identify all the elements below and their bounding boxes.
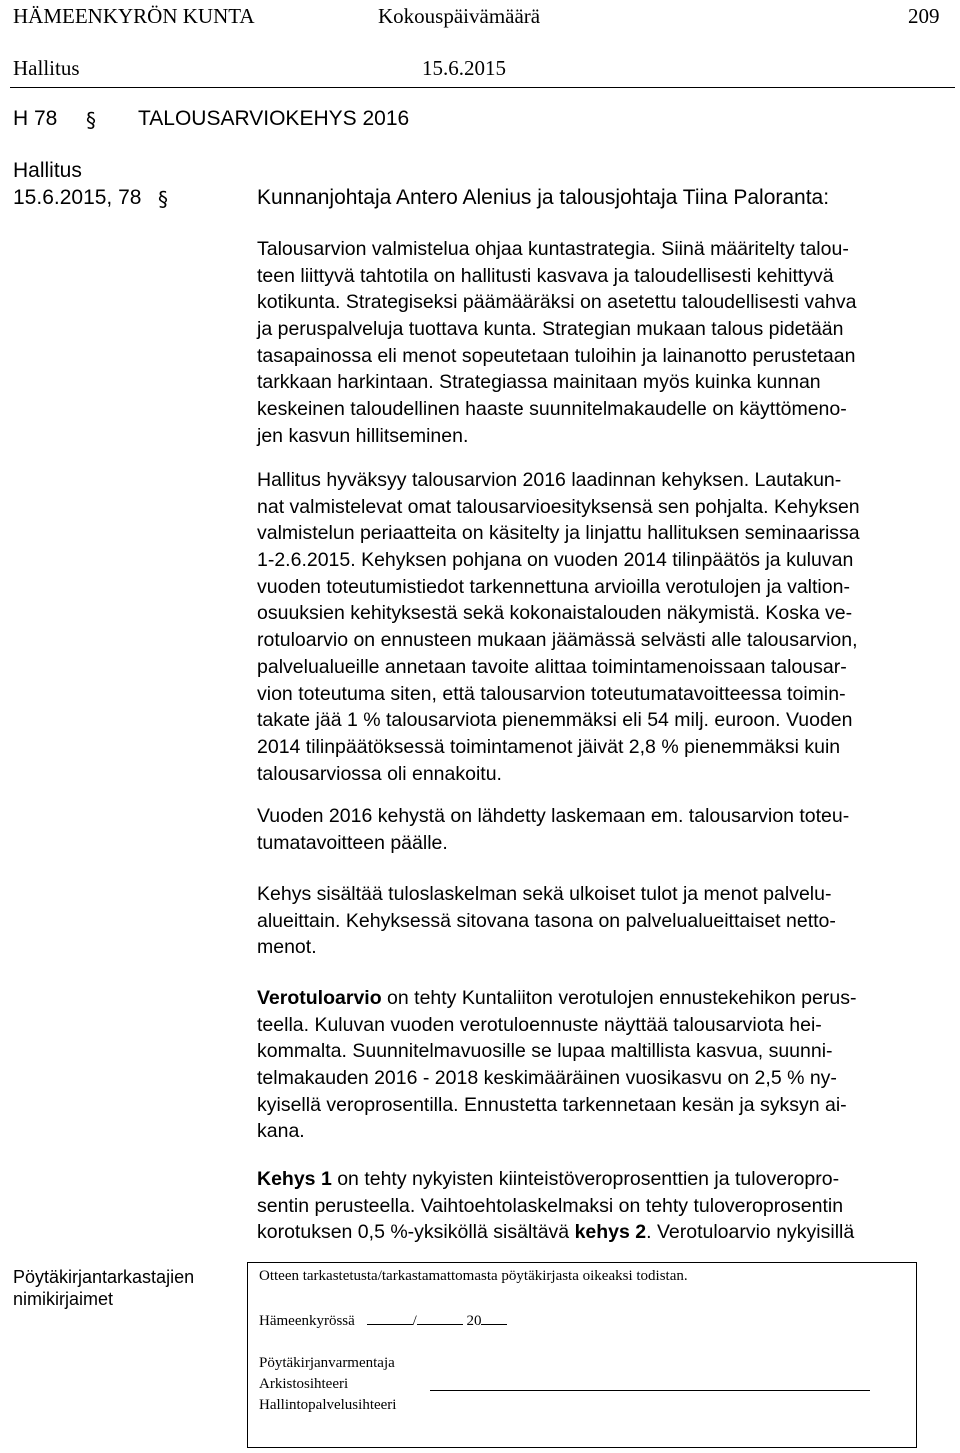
item-code: H 78 [13,107,58,130]
date-separator: / [412,1313,417,1329]
verifier-label: Pöytäkirjanvarmentaja [259,1355,395,1371]
meeting-body: Hallitus [13,56,80,80]
text-fragment: korotuksen 0,5 %-yksiköllä sisältävä [257,1221,575,1244]
paragraph-framework-contents [257,881,836,961]
text-line: talousarviossa oli ennakoitu. [257,762,502,785]
footer-initials-label [13,1266,194,1310]
paragraph-strategy [257,236,856,450]
place-name: Hämeenkyrössä [259,1313,355,1329]
certification-text: Otteen tarkastetusta/tarkastamattomasta pöytäkirjasta oikeaksi todistan. [259,1268,688,1284]
month-blank[interactable] [417,1310,463,1325]
text-line: kana. [257,1120,305,1143]
signature-place-line [259,1310,507,1330]
text-line: vion toteutuma siten, että talousarvion toteutumatavoitteessa toimin- [257,682,846,705]
text-line: teen liittyvä tahtotila on hallitusti kasvava ja taloudellisesti kehittyvä [257,264,834,287]
text-line: kyisellä veroprosentilla. Ennustetta tarkennetaan kesän ja syksyn ai- [257,1093,847,1116]
text-line: 2014 tilinpäätöksessä toimintamenot jäivät 2,8 % pienemmäksi kuin [257,735,841,758]
text-line: Talousarvion valmistelua ohjaa kuntastrategia. Siinä määritelty talou- [257,238,849,260]
day-blank[interactable] [367,1310,413,1325]
year-prefix: 20 [466,1313,482,1329]
text-line: 1-2.6.2015. Kehyksen pohjana on vuoden 2014 tilinpäätös ja kuluvan [257,549,854,572]
meeting-date-label: Kokouspäivämäärä [378,4,541,28]
text-line: tarkkaan harkintaan. Strategiassa mainitaan myös kuinka kunnan [257,371,821,394]
svg-text:§: § [158,187,168,211]
text-line: menot. [257,936,317,959]
text-line [257,1219,854,1246]
text-fragment: on tehty Kuntaliiton verotulojen ennustekehikon perus- [381,987,857,1009]
text-line: sentin perusteella. Vaihtoehtolaskelmaksi on tehty tuloveroprosentin [257,1194,844,1217]
text-line: jen kasvun hillitseminen. [257,424,469,447]
section-sign-icon [158,185,172,211]
header-divider [10,87,955,88]
archivist-label: Arkistosihteeri [259,1376,349,1392]
page-number: 209 [908,4,940,28]
text-line: keskeinen taloudellinen haaste suunnitelmakaudelle on käyttömeno- [257,398,847,421]
paragraph-2016-basis [257,803,849,856]
text-line: tumatavoitteen päälle. [257,831,448,854]
text-line: nat valmistelevat omat talousarvioesityksensä sen pohjalta. Kehyksen [257,495,860,518]
text-line: valmistelun periaatteita on käsitelty ja linjattu hallituksen seminaarissa [257,522,860,545]
text-line [257,1166,854,1193]
text-line: ja peruspalveluja tuottava kunta. Strategian mukaan talous pidetään [257,318,844,341]
text-line: Kehys sisältää tuloslaskelman sekä ulkoiset tulot ja menot palvelu- [257,883,832,905]
bold-term: kehys 2 [574,1221,647,1244]
ref-body: Hallitus [13,159,82,182]
presenters: Kunnanjohtaja Antero Alenius ja talousjohtaja Tiina Paloranta: [257,186,830,209]
text-line: osuuksien kehityksestä sekä kokonaistalouden näkymistä. Koska ve- [257,602,853,625]
text-line: alueittain. Kehyksessä sitovana tasona on palvelualueittaiset netto- [257,909,836,932]
text-line: vuoden toteutumistiedot tarkennettuna arvioilla verotulojen ja valtion- [257,575,850,598]
year-blank[interactable] [481,1310,507,1325]
text-line: kotikunta. Strategiseksi päämääräksi on asetettu taloudellisesti vahva [257,291,857,314]
paragraph-framework-1 [257,1166,854,1246]
text-line: palvelualueille annetaan tavoite alittaa toimintamenoissaan talousar- [257,655,847,678]
text-line: rotuloarvio on ennusteen mukaan jäämässä selvästi alle talousarvion, [257,629,858,652]
footer-label-line: nimikirjaimet [13,1289,114,1309]
admin-secretary-label: Hallintopalvelusihteeri [259,1397,397,1413]
paragraph-tax-revenue [257,985,856,1145]
text-line: telmakauden 2016 - 2018 keskimääräinen vuosikasvu on 2,5 % ny- [257,1067,837,1090]
text-fragment: . Verotuloarvio nykyisillä [646,1221,855,1244]
section-sign-icon [86,106,100,132]
ref-date: 15.6.2015, 78 [13,186,142,209]
organization-name: HÄMEENKYRÖN KUNTA [13,4,255,28]
text-line: Hallitus hyväksyy talousarvion 2016 laadinnan kehyksen. Lautakun- [257,469,842,491]
meeting-date: 15.6.2015 [422,56,506,80]
bold-lead: Kehys 1 [257,1168,332,1190]
text-line: kommalta. Suunnitelmavuosille se lupaa maltillista kasvua, suunni- [257,1040,833,1063]
text-line: teella. Kuluvan vuoden verotuloennuste näyttää talousarviota hei- [257,1013,822,1036]
item-title: TALOUSARVIOKEHYS 2016 [138,107,410,130]
archivist-signature-line[interactable] [430,1376,870,1391]
paragraph-framework [257,467,860,787]
text-line: tasapainossa eli menot sopeutetaan tuloihin ja lainanotto perustetaan [257,344,856,367]
svg-text:§: § [86,108,96,132]
text-fragment: on tehty nykyisten kiinteistöveroprosenttien ja tuloveropro- [331,1168,840,1190]
text-line: Vuoden 2016 kehystä on lähdetty laskemaan em. talousarvion toteu- [257,805,850,827]
bold-lead: Verotuloarvio [257,987,382,1009]
text-line: takate jää 1 % talousarviota pienemmäksi eli 54 milj. euroon. Vuoden [257,709,853,732]
footer-label-line: Pöytäkirjantarkastajien [13,1267,195,1287]
text-line [257,985,856,1012]
